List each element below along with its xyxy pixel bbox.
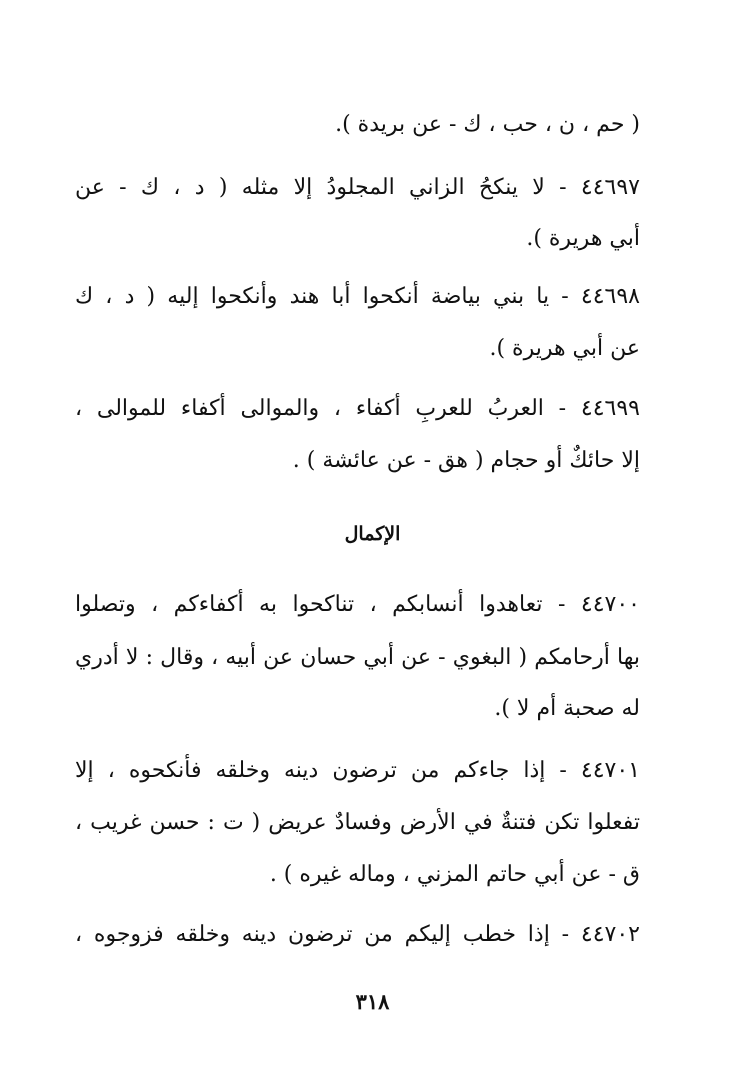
hadith-44697-line-2: أبي هريرة ).: [526, 226, 640, 251]
hadith-44700-line-3: له صحبة أم لا ).: [494, 696, 640, 721]
hadith-44701-line-1: ٤٤٧٠١ - إذا جاءكم من ترضون دينه وخلقه فأنكحوه ، إلا: [75, 758, 640, 783]
hadith-44698-line-1: ٤٤٦٩٨ - يا بني بياضة أنكحوا أبا هند وأنكحوا إليه ( د ، ك: [75, 284, 640, 309]
hadith-44697-line-1: ٤٤٦٩٧ - لا ينكحُ الزاني المجلودُ إلا مثله ( د ، ك - عن: [75, 175, 640, 200]
hadith-44698-line-2: عن أبي هريرة ).: [489, 336, 640, 361]
hadith-44701-line-2: تفعلوا تكن فتنةٌ في الأرض وفسادٌ عريض ( ت : حسن غريب ،: [75, 810, 640, 835]
hadith-44696-source-line: ( حم ، ن ، حب ، ك - عن بريدة ).: [335, 112, 640, 137]
section-heading: الإكمال: [344, 523, 401, 545]
page-number: ٣١٨: [355, 989, 390, 1014]
hadith-44699-line-1: ٤٤٦٩٩ - العربُ للعربِ أكفاء ، والموالى أكفاء للموالى ،: [75, 396, 640, 421]
hadith-44701-line-3: ق - عن أبي حاتم المزني ، وماله غيره ) .: [269, 862, 640, 887]
hadith-44700-line-2: بها أرحامكم ( البغوي - عن أبي حسان عن أبيه ، وقال : لا أدري: [75, 645, 640, 670]
hadith-44702-line-1: ٤٤٧٠٢ - إذا خطب إليكم من ترضون دينه وخلقه فزوجوه ،: [75, 922, 640, 947]
hadith-44699-line-2: إلا حائكٌ أو حجام ( هق - عن عائشة ) .: [292, 448, 640, 473]
hadith-44700-line-1: ٤٤٧٠٠ - تعاهدوا أنسابكم ، تناكحوا به أكفاءكم ، وتصلوا: [75, 592, 640, 617]
